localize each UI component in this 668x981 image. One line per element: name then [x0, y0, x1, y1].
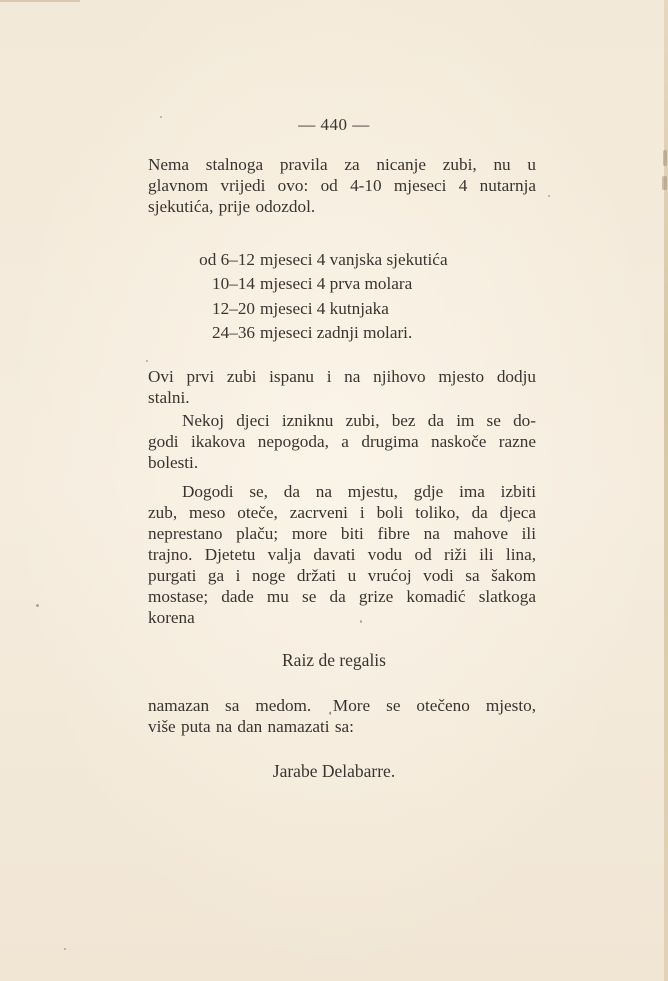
schedule-range: 12–20	[212, 298, 255, 318]
text-line: namazan sa medom. ˌMore se otečeno mjesto,	[148, 696, 536, 715]
text-line: purgati ga i noge držati u vrućoj vodi sa šakom	[148, 566, 536, 585]
schedule-range: 24–36	[212, 322, 255, 342]
paper-speck	[146, 360, 148, 362]
text-line: Ovi prvi zubi ispanu i na njihovo mjesto dodju	[148, 367, 536, 386]
schedule-row	[183, 272, 448, 296]
page-number: — 440 —	[298, 115, 370, 134]
text-line: bolesti.	[148, 453, 199, 472]
text-line: mostase; dade mu se da grize komadić slatkoga	[148, 587, 536, 606]
milk-teeth-paragraph	[148, 366, 536, 408]
honey-paragraph	[148, 695, 536, 737]
paper-speck	[360, 620, 362, 623]
text-line: glavnom vrijedi ovo: od 4-10 mjeseci 4 nutarnja	[148, 176, 536, 195]
text-line: sjekutića, prije odozdol.	[148, 197, 316, 216]
paper-speck	[160, 116, 162, 118]
schedule-row	[111, 248, 448, 272]
text-line: zub, meso oteče, zacrveni i boli toliko, da djeca	[148, 503, 536, 522]
text-line: trajno. Djetetu valja davati vodu od riži ili lina,	[148, 545, 536, 564]
teething-schedule	[183, 248, 448, 345]
remedy-paragraph	[148, 481, 536, 628]
remedy-heading: Raiz de regalis	[282, 650, 386, 670]
schedule-description: mjeseci 4 kutnjaka	[260, 298, 389, 318]
paper-speck	[662, 176, 667, 190]
schedule-row	[183, 321, 448, 345]
text-line: stalni.	[148, 388, 190, 407]
paper-speck	[663, 150, 667, 166]
page-edge	[664, 0, 668, 981]
schedule-row	[183, 297, 448, 321]
text-line: neprestano plaču; more biti fibre na mahove ili	[148, 524, 536, 543]
text-line: Nema stalnoga pravila za nicanje zubi, nu u	[148, 155, 536, 174]
text-line: više puta na dan namazati sa:	[148, 717, 354, 736]
syrup-heading: Jarabe Delabarre.	[272, 761, 396, 781]
illness-paragraph	[148, 410, 536, 473]
schedule-description: mjeseci 4 vanjska sjekutića	[260, 250, 448, 269]
paper-speck	[548, 195, 550, 197]
text-line: korena	[148, 608, 195, 627]
schedule-range: 10–14	[212, 274, 255, 294]
page-top-mark	[0, 0, 80, 2]
intro-paragraph	[148, 154, 536, 217]
text-line: Dogodi se, da na mjestu, gdje ima izbiti	[182, 482, 536, 501]
schedule-description: mjeseci 4 prva molara	[260, 274, 413, 294]
schedule-range: od 6–12	[199, 250, 255, 269]
schedule-description: mjeseci zadnji molari.	[260, 322, 413, 342]
paper-speck	[64, 948, 66, 950]
text-line: godi ikakova nepogoda, a drugima naskoče razne	[148, 432, 536, 451]
text-line: Nekoj djeci izniknu zubi, bez da im se do-	[182, 411, 536, 430]
paper-speck	[36, 604, 39, 607]
